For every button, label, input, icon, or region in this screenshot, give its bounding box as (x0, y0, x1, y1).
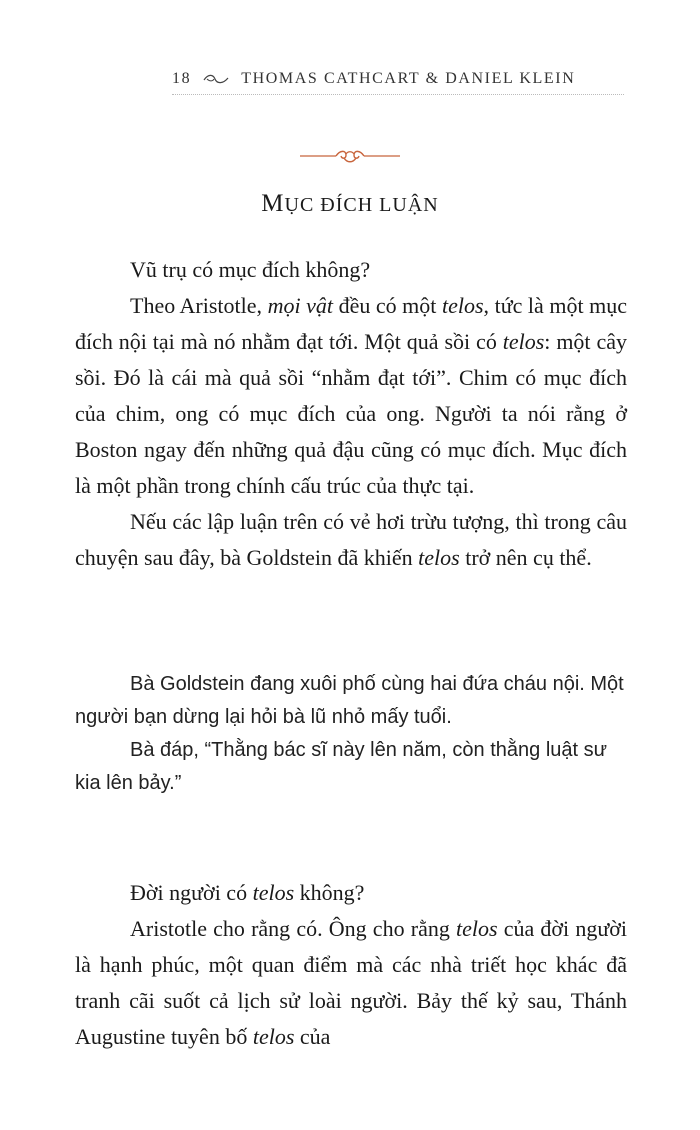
header-rule (172, 94, 624, 95)
paragraph-text: Nếu các lập luận trên có vẻ hơi trừu tượng, thì trong câu chuyện sau đây, bà Goldstein đã khiến (75, 509, 627, 570)
paragraph-text: của đời người là hạnh phúc, một quan điểm mà các nhà triết học khác đã tranh cãi suốt cả lịch sử loài người. Bảy thế kỷ sau, Thánh Augustine tuyên bố (75, 916, 627, 1049)
paragraph-text: trở nên cụ thể. (459, 545, 592, 570)
joke-paragraph: Bà đáp, “Thằng bác sĩ này lên năm, còn thằng luật sư kia lên bảy.” (75, 739, 608, 794)
joke-paragraph: Bà Goldstein đang xuôi phố cùng hai đứa cháu nội. Một người bạn dừng lại hỏi bà lũ nhỏ mấy tuổi. (75, 673, 624, 728)
section-title-initial: M (261, 190, 285, 217)
fleuron-icon (300, 146, 400, 166)
paragraph-text: đều có một (333, 293, 442, 318)
italic-term: mọi vật (267, 293, 334, 318)
paragraph-goldstein-intro (75, 504, 627, 576)
paragraph-text: không? (294, 880, 365, 905)
joke-block (75, 668, 627, 800)
paragraph-aristotle (75, 288, 627, 504)
running-head (172, 70, 632, 88)
section-title-rest: ỤC ĐÍCH LUẬN (284, 194, 439, 216)
section-title (0, 190, 700, 218)
paragraph-text: : một cây sồi. Đó là cái mà quả sồi “nhằm đạt tới”. Chim có mục đích của chim, ong có mục đích của ong. Người ta nói rằng ở Boston ngay đến những quả đậu cũng có mục đích. Mục đích là một phần trong chính cấu trúc của thực tại. (75, 329, 627, 498)
running-head-authors: THOMAS CATHCART & DANIEL KLEIN (241, 70, 576, 87)
italic-term: telos (456, 916, 498, 941)
italic-term: telos (502, 329, 545, 354)
paragraph-text: , tức là một mục đích nội tại mà nó nhằm đạt tới. Một quả sồi có (75, 293, 627, 354)
paragraph-text: Theo Aristotle, (130, 293, 268, 318)
paragraph-text: Đời người có (130, 880, 253, 905)
paragraph-question-life (75, 875, 627, 911)
italic-term: telos (252, 1024, 295, 1049)
paragraph-text: Vũ trụ có mục đích không? (130, 257, 371, 282)
italic-term: telos (252, 880, 295, 905)
italic-term: telos (418, 545, 460, 570)
page-number: 18 (172, 70, 192, 87)
body-text-bottom (75, 875, 627, 1055)
paragraph-happiness (75, 911, 627, 1055)
paragraph-text: của (294, 1024, 331, 1049)
swash-icon (203, 73, 229, 85)
paragraph-question (75, 252, 627, 288)
body-text-top (75, 252, 627, 576)
italic-term: telos (441, 293, 484, 318)
paragraph-text: Aristotle cho rằng có. Ông cho rằng (130, 916, 456, 941)
